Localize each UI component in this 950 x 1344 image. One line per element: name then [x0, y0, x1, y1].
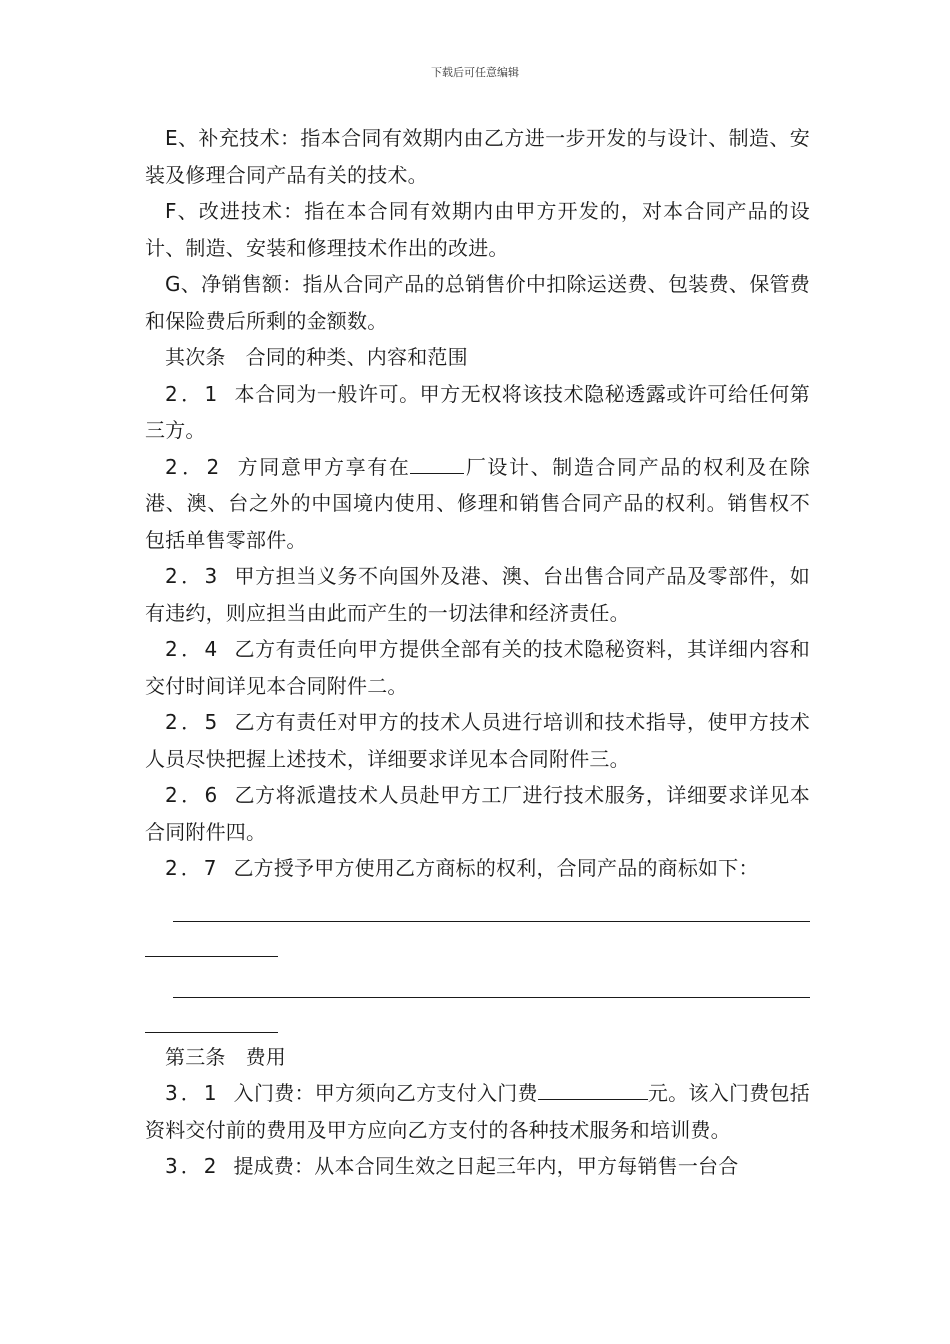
definition-g: G、净销售额：指从合同产品的总销售价中扣除运送费、包装费、保管费和保险费后所剩的金额数。	[145, 272, 810, 333]
clause-number: 3．2	[165, 1154, 220, 1178]
clause-text: 甲方担当义务不向国外及港、澳、台出售合同产品及零部件，如有违约，则应担当由此而产生的一切法律和经济责任。	[145, 564, 810, 625]
clause-text: 方同意甲方享有在	[236, 454, 411, 479]
article-3-subtitle: 费用	[245, 1044, 287, 1069]
trademark-blank-line-end	[145, 998, 278, 1033]
page-header: 下载后可任意编辑	[431, 66, 519, 79]
article-2-subtitle: 合同的种类、内容和范围	[245, 345, 468, 369]
clause-2-3	[145, 558, 810, 631]
clause-2-5	[145, 704, 810, 777]
clause-text: 入门费：甲方须向乙方支付入门费	[233, 1081, 538, 1105]
clause-2-6	[145, 777, 810, 850]
clause-text: 元。该入门费包括资料交付前的费用及甲方应向乙方支付的各种技术服务和培训费。	[145, 1081, 811, 1142]
clause-number: 2．2	[165, 454, 223, 479]
blank-underline	[410, 453, 464, 474]
clause-number: 3．1	[165, 1081, 220, 1105]
clause-text: 乙方将派遣技术人员赴甲方工厂进行技术服务，详细要求详见本合同附件四。	[145, 783, 810, 844]
trademark-blank-line	[173, 887, 810, 922]
clause-2-7	[145, 850, 810, 887]
clause-number: 2．4	[165, 637, 221, 661]
blank-underline	[538, 1079, 648, 1100]
clause-text: 乙方有责任对甲方的技术人员进行培训和技术指导，使甲方技术人员尽快把握上述技术，详细要求详见本合同附件三。	[145, 710, 810, 771]
clause-2-4	[145, 631, 810, 704]
article-3-heading	[145, 1039, 810, 1076]
article-2-title: 其次条	[165, 345, 226, 369]
clause-number: 2．7	[165, 856, 220, 880]
clause-text: 乙方授予甲方使用乙方商标的权利，合同产品的商标如下：	[233, 856, 759, 880]
clause-number: 2．1	[165, 381, 221, 406]
clause-3-1	[145, 1075, 810, 1148]
clause-text: 提成费：从本合同生效之日起三年内，甲方每销售一台合	[233, 1154, 739, 1178]
clause-text: 厂设计、制造合同产品的权利及在除港、澳、台之外的中国境内使用、修理和销售合同产品的权利。销售权不包括单售零部件。	[145, 454, 810, 552]
clause-number: 2．3	[165, 564, 221, 588]
document-body	[145, 120, 810, 1185]
clause-number: 2．6	[165, 783, 221, 807]
clause-2-2	[145, 449, 810, 559]
article-3-title: 第三条	[165, 1044, 226, 1069]
clause-3-2	[145, 1148, 810, 1185]
clause-text: 本合同为一般许可。甲方无权将该技术隐秘透露或许可给任何第三方。	[145, 381, 810, 442]
clause-2-1	[145, 376, 810, 449]
definition-e: E、补充技术：指本合同有效期内由乙方进一步开发的与设计、制造、安装及修理合同产品有关的技术。	[145, 126, 810, 187]
article-2-heading	[145, 339, 810, 376]
clause-text: 乙方有责任向甲方提供全部有关的技术隐秘资料，其详细内容和交付时间详见本合同附件二。	[145, 637, 810, 698]
trademark-blank-line	[173, 963, 810, 998]
definition-f: F、改进技术：指在本合同有效期内由甲方开发的，对本合同产品的设计、制造、安装和修理技术作出的改进。	[145, 199, 810, 260]
trademark-blank-line-end	[145, 922, 278, 957]
clause-number: 2．5	[165, 710, 221, 734]
